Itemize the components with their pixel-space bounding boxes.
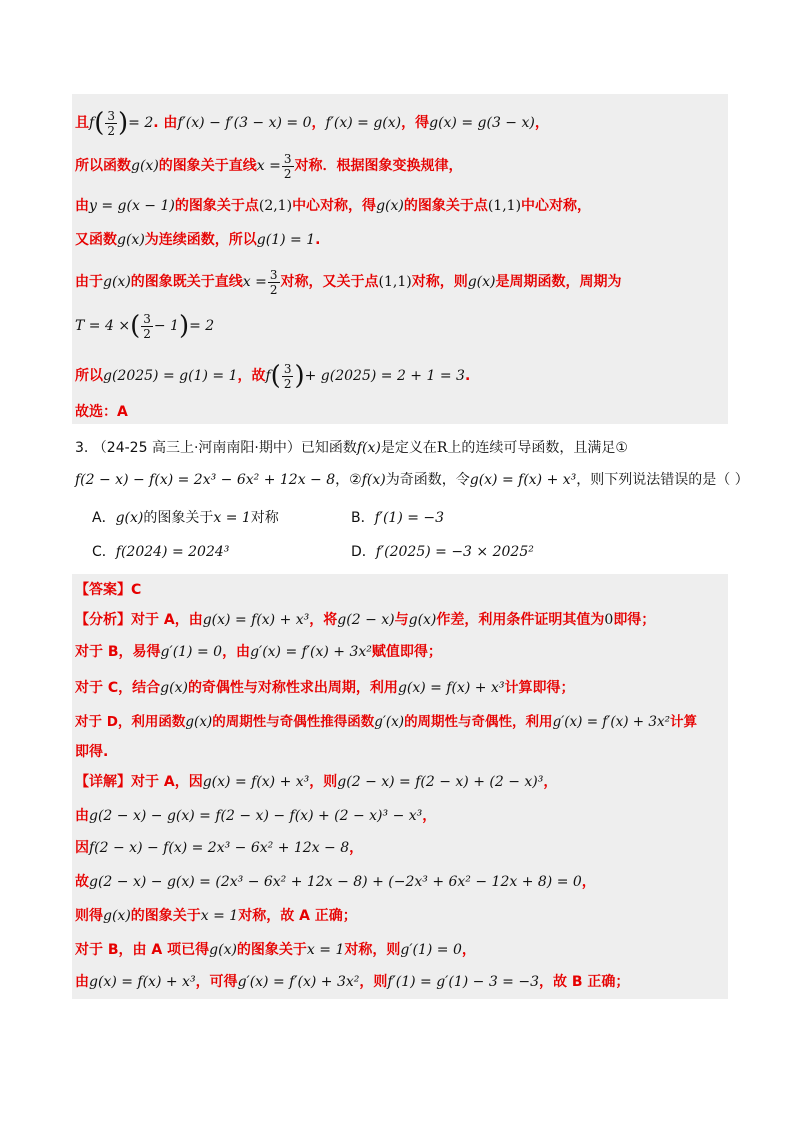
detail-line-2: 由g(2 − x) − g(x) = f(2 − x) − f(x) + (2 − x)³ − x³， — [75, 808, 437, 824]
fraction: $\frac{3}{2}$ — [283, 361, 292, 391]
option-a: A．g(x)的图象关于x = 1对称 — [92, 510, 279, 526]
question-3-line-2: f(2 − x) − f(x) = 2x³ − 6x² + 12x − 8，②f(x)为奇函数，令g(x) = f(x) + x³，则下列说法错误的是（ ） — [75, 472, 749, 488]
analysis-line-5: 即得. — [75, 744, 109, 760]
solution-line-3: 由y = g(x − 1)的图象关于点(2,1)中心对称，得g(x)的图象关于点(1,1)中心对称， — [75, 198, 592, 214]
analysis-line-3: 对于 C，结合g(x)的奇偶性与对称性求出周期，利用g(x) = f(x) + x³计算即得； — [75, 680, 575, 696]
answer-label: 【答案】C — [75, 582, 142, 598]
solution-line-7: 所以g(2025) = g(1) = 1，故f( $\frac{3}{2}$ )+ g(2025) = 2 + 1 = 3. — [75, 361, 471, 391]
detail-line-4: 故g(2 − x) − g(x) = (2x³ − 6x² + 12x − 8) + (−2x³ + 6x² − 12x + 8) = 0， — [75, 874, 596, 890]
solution-line-6: T = 4 ×( $\frac{3}{2}$ − 1)= 2 — [75, 311, 215, 341]
option-c: C．f(2024) = 2024³ — [92, 544, 230, 560]
solution-line-1: 且f( $\frac{3}{2}$ )= 2. 由f′(x) − f′(3 − x) = 0，f′(x) = g(x)，得g(x) = g(3 − x)， — [75, 108, 549, 138]
fraction: $\frac{3}{2}$ — [283, 151, 292, 181]
detail-line-6: 对于 B，由 A 项已得g(x)的图象关于x = 1对称，则g′(1) = 0， — [75, 942, 476, 958]
detail-line-5: 则得g(x)的图象关于x = 1对称，故 A 正确； — [75, 908, 357, 924]
question-3-line-1: 3. （24-25 高三上·河南南阳·期中）已知函数f(x)是定义在R上的连续可导函数，且满足① — [75, 440, 628, 456]
option-d: D．f′(2025) = −3 × 2025² — [351, 544, 534, 560]
fraction: $\frac{3}{2}$ — [269, 267, 278, 297]
solution-line-4: 又函数g(x)为连续函数，所以g(1) = 1. — [75, 232, 321, 248]
detail-line-3: 因f(2 − x) − f(x) = 2x³ − 6x² + 12x − 8， — [75, 840, 364, 856]
solution-line-5: 由于g(x)的图象既关于直线x = $\frac{3}{2}$ 对称，又关于点(1,1)对称，则g(x)是周期函数，周期为 — [75, 267, 622, 297]
fraction: $\frac{3}{2}$ — [143, 311, 151, 341]
detail-line-7: 由g(x) = f(x) + x³，可得g′(x) = f′(x) + 3x²，则f′(1) = g′(1) − 3 = −3，故 B 正确； — [75, 974, 630, 990]
fraction: $\frac{3}{2}$ — [107, 108, 115, 138]
analysis-line-2: 对于 B，易得g′(1) = 0，由g′(x) = f′(x) + 3x²赋值即得； — [75, 644, 442, 660]
answer-choice-line: 故选：A — [75, 404, 128, 420]
solution-line-2: 所以函数g(x)的图象关于直线x = $\frac{3}{2}$ 对称．根据图象变换规律， — [75, 151, 463, 181]
detail-line-1: 【详解】对于 A，因g(x) = f(x) + x³，则g(2 − x) = f(2 − x) + (2 − x)³， — [75, 774, 558, 790]
option-b: B．f′(1) = −3 — [351, 510, 445, 526]
analysis-line-4: 对于 D，利用函数g(x)的周期性与奇偶性推得函数g′(x)的周期性与奇偶性，利用g′(x) = f′(x) + 3x²计算 — [75, 714, 698, 730]
analysis-line-1: 【分析】对于 A，由g(x) = f(x) + x³，将g(2 − x)与g(x)作差，利用条件证明其值为0即得； — [75, 612, 656, 628]
